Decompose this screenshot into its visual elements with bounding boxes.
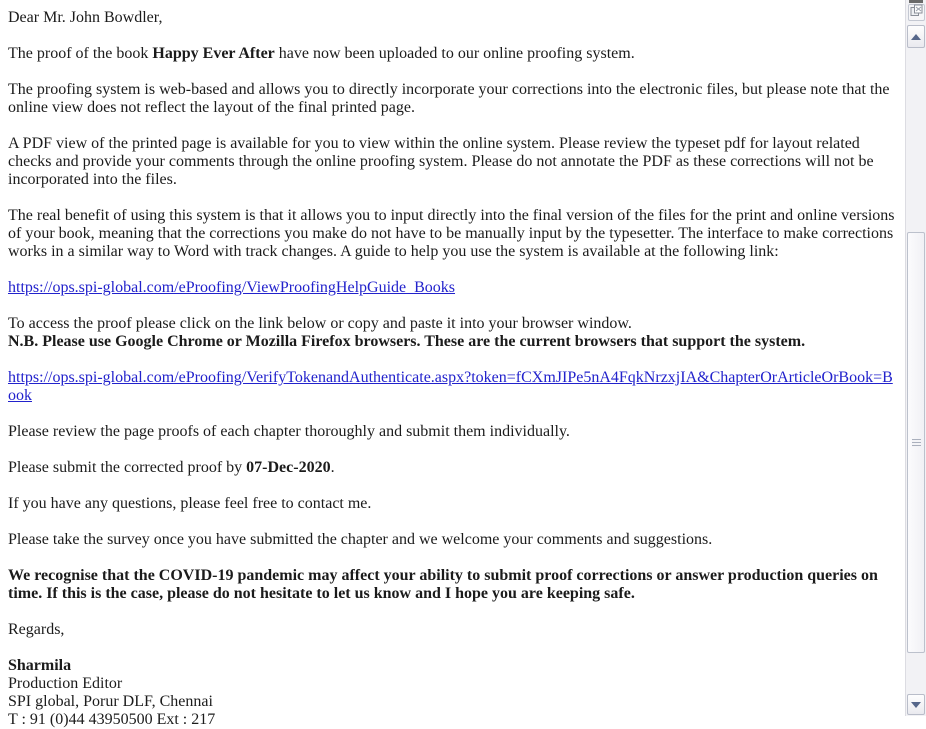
paragraph (8, 369, 897, 405)
scroll-down-button[interactable] (907, 694, 925, 715)
scroll-up-arrow-icon (911, 34, 921, 40)
page-popout-button[interactable] (908, 4, 925, 21)
scroll-up-button[interactable] (907, 25, 925, 48)
text-run: Dear Mr. John Bowdler, (8, 9, 163, 26)
scroll-down-arrow-icon (911, 702, 921, 708)
scrollbar-thumb-grip-icon (912, 439, 921, 447)
text-run: Please review the page proofs of each chapter thoroughly and submit them individually. (8, 423, 570, 440)
vertical-scrollbar[interactable] (905, 0, 926, 716)
paragraph (8, 459, 897, 477)
paragraph (8, 657, 897, 729)
paragraph (8, 9, 897, 27)
paragraph (8, 423, 897, 441)
text-run: Please take the survey once you have submitted the chapter and we welcome your comments and suggestions. (8, 531, 713, 548)
text-run: To access the proof please click on the link below or copy and paste it into your browser window. (8, 315, 632, 332)
paragraph (8, 531, 897, 549)
page-popout-icon (910, 4, 923, 22)
proof-access-link[interactable]: https://ops.spi-global.com/eProofing/VerifyTokenandAuthenticate.aspx?token=fCXmJIPe5nA4FqkNrzxjIA&ChapterOrArticleOrBook=Book (8, 369, 893, 404)
paragraph (8, 45, 897, 63)
text-run: . (330, 459, 335, 476)
text-run: If you have any questions, please feel free to contact me. (8, 495, 372, 512)
text-run: SPI global, Porur DLF, Chennai (8, 693, 213, 710)
proofing-help-guide-link[interactable]: https://ops.spi-global.com/eProofing/ViewProofingHelpGuide_Books (8, 279, 456, 296)
paragraph (8, 279, 897, 297)
paragraph (8, 81, 897, 117)
text-run: T : 91 (0)44 43950500 Ext : 217 (8, 711, 216, 728)
text-run: Happy Ever After (152, 45, 275, 62)
text-run: The proof of the book (8, 45, 153, 62)
text-run: N.B. Please use Google Chrome or Mozilla Firefox browsers. These are the current browsers that support the system. (8, 333, 806, 350)
text-run: 07-Dec-2020 (246, 459, 331, 476)
text-run: The proofing system is web-based and allows you to directly incorporate your corrections into the electronic files, but please note that the online view does not reflect the layout of the final printed page. (8, 81, 890, 116)
text-run: Sharmila (8, 657, 72, 674)
paragraph (8, 315, 897, 351)
text-run: Please submit the corrected proof by (8, 459, 247, 476)
text-run: The real benefit of using this system is that it allows you to input directly into the final version of the files for the print and online versions of your book, meaning that the corrections you make do not have to be manually input by the typesetter. The interface to make corrections works in a similar way to Word with track changes. A guide to help you use the system is available at the following link: (8, 207, 895, 260)
text-run: A PDF view of the printed page is available for you to view within the online system. Please review the typeset pdf for layout related checks and provide your comments through the online proofing system. Please do not annotate the PDF as these corrections will not be incorporated into the files. (8, 135, 874, 188)
text-run: Production Editor (8, 675, 123, 692)
text-run: Regards, (8, 621, 65, 638)
paragraph (8, 495, 897, 513)
paragraph (8, 135, 897, 189)
paragraph (8, 621, 897, 639)
paragraph (8, 567, 897, 603)
scrollbar-thumb[interactable] (907, 232, 925, 653)
text-run: have now been uploaded to our online proofing system. (274, 45, 635, 62)
paragraph (8, 207, 897, 261)
text-run: We recognise that the COVID-19 pandemic may affect your ability to submit proof corrections or answer production queries on time. If this is the case, please do not hesitate to let us know and I hope you are keeping safe. (8, 567, 878, 602)
